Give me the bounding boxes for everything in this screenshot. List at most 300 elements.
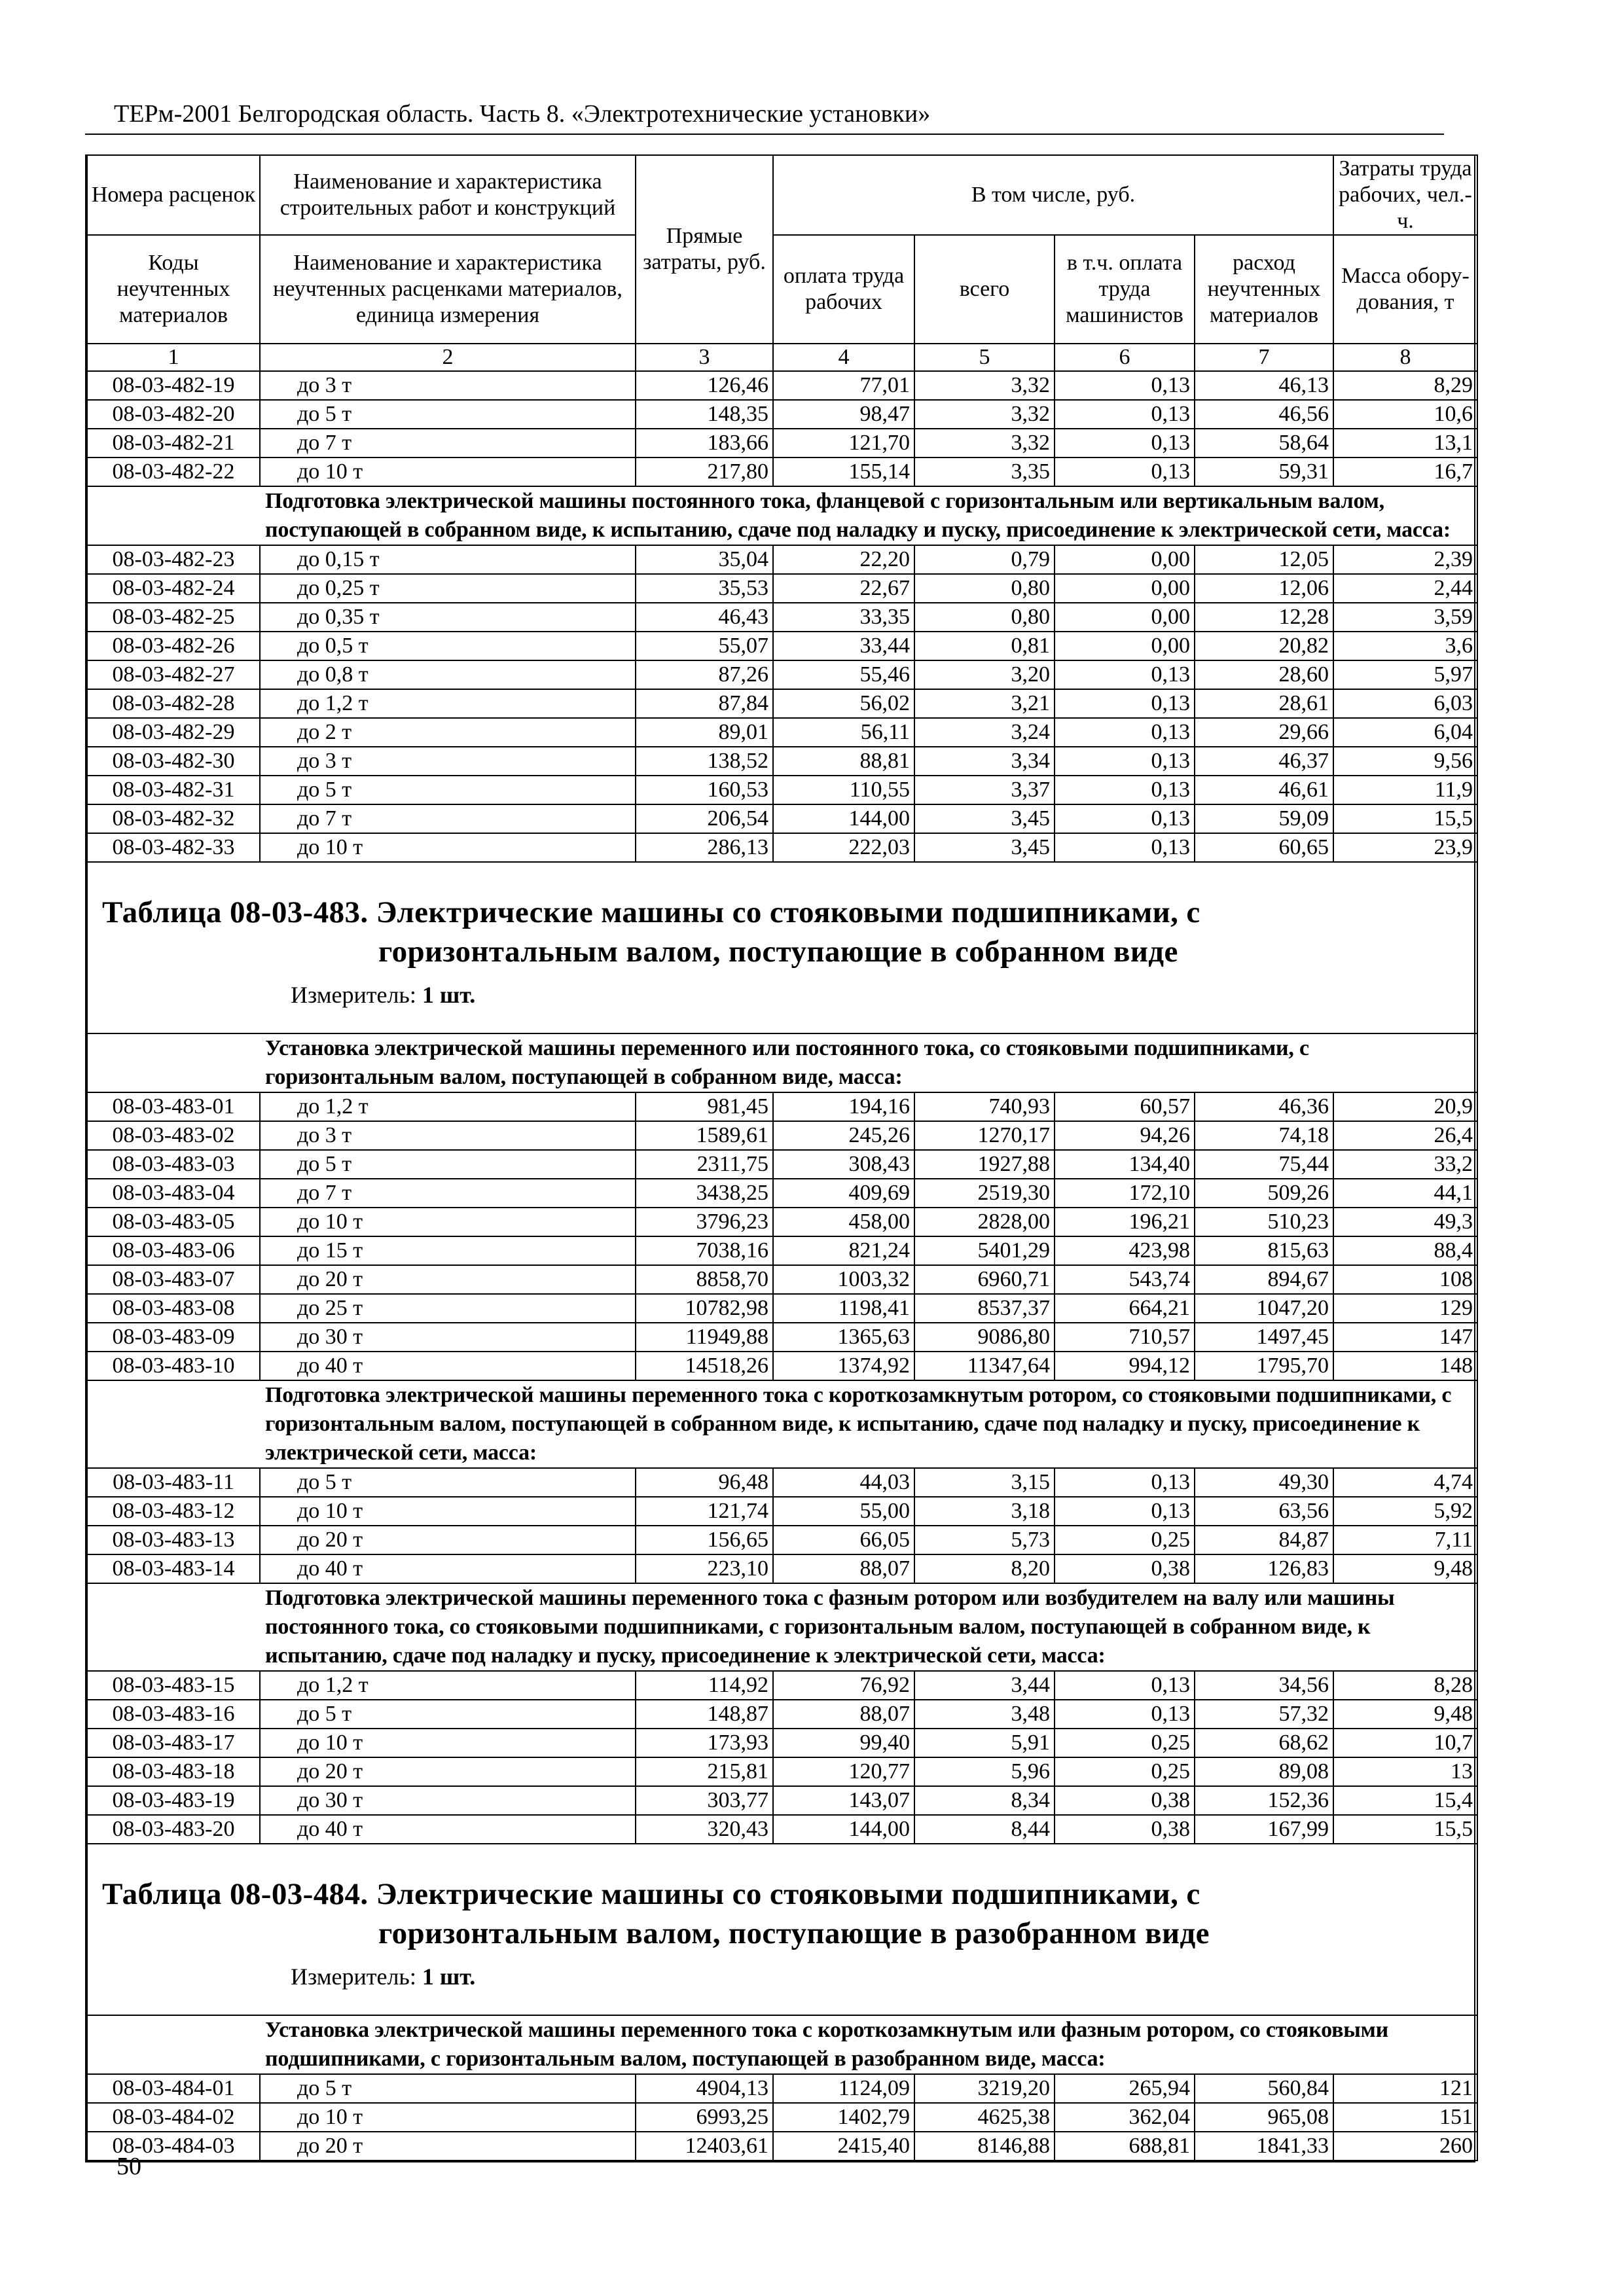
- direct-costs: 183,66: [636, 429, 773, 457]
- machine-cost: 8,20: [914, 1554, 1055, 1583]
- rate-code: 08-03-483-08: [87, 1294, 260, 1323]
- labor-hours: 7,11: [1333, 1526, 1477, 1554]
- worker-wages: 144,00: [773, 1815, 914, 1844]
- materials-cost: 34,56: [1195, 1671, 1333, 1700]
- materials-cost: 12,05: [1195, 545, 1333, 574]
- materials-cost: 167,99: [1195, 1815, 1333, 1844]
- table-row: [87, 2103, 1477, 2132]
- direct-costs: 114,92: [636, 1671, 773, 1700]
- labor-hours: 5,92: [1333, 1497, 1477, 1526]
- machine-cost: 0,80: [914, 574, 1055, 603]
- rate-code: 08-03-483-02: [87, 1121, 260, 1150]
- labor-hours: 5,97: [1333, 660, 1477, 689]
- labor-hours: 20,9: [1333, 1092, 1477, 1121]
- mass-range: до 10 т: [260, 2103, 636, 2132]
- labor-hours: 108: [1333, 1265, 1477, 1294]
- machine-cost: 3,32: [914, 400, 1055, 429]
- labor-hours: 26,4: [1333, 1121, 1477, 1150]
- table-row: [87, 1121, 1477, 1150]
- machine-cost: 9086,80: [914, 1323, 1055, 1352]
- mass-range: до 3 т: [260, 1121, 636, 1150]
- worker-wages: 22,20: [773, 545, 914, 574]
- mass-range: до 5 т: [260, 1700, 636, 1729]
- machinist-wages: 688,81: [1055, 2132, 1195, 2161]
- worker-wages: 98,47: [773, 400, 914, 429]
- machinist-wages: 94,26: [1055, 1121, 1195, 1150]
- direct-costs: 14518,26: [636, 1352, 773, 1380]
- rows-483-a: [87, 1092, 1477, 1380]
- labor-hours: 10,6: [1333, 400, 1477, 429]
- materials-cost: 63,56: [1195, 1497, 1333, 1526]
- mass-range: до 40 т: [260, 1815, 636, 1844]
- machine-cost: 3,24: [914, 718, 1055, 747]
- labor-hours: 9,48: [1333, 1700, 1477, 1729]
- mass-range: до 0,25 т: [260, 574, 636, 603]
- column-number: 4: [773, 344, 914, 371]
- materials-cost: 89,08: [1195, 1757, 1333, 1786]
- mass-range: до 0,5 т: [260, 632, 636, 660]
- direct-costs: 320,43: [636, 1815, 773, 1844]
- rate-code: 08-03-482-24: [87, 574, 260, 603]
- mass-range: до 5 т: [260, 1468, 636, 1497]
- table-row: [87, 776, 1477, 804]
- machine-cost: 3,45: [914, 833, 1055, 862]
- machinist-wages: 0,13: [1055, 1671, 1195, 1700]
- materials-cost: 46,56: [1195, 400, 1333, 429]
- machinist-wages: 0,13: [1055, 1468, 1195, 1497]
- worker-wages: 56,02: [773, 689, 914, 718]
- rates-table: [86, 154, 1478, 2161]
- table-row: [87, 1150, 1477, 1179]
- mass-range: до 20 т: [260, 1757, 636, 1786]
- direct-costs: 148,87: [636, 1700, 773, 1729]
- labor-hours: 260: [1333, 2132, 1477, 2161]
- materials-cost: 74,18: [1195, 1121, 1333, 1150]
- table-row: [87, 1497, 1477, 1526]
- machine-cost: 3,20: [914, 660, 1055, 689]
- worker-wages: 76,92: [773, 1671, 914, 1700]
- page-header: ТЕРм-2001 Белгородская область. Часть 8. «Электротехнические установки»: [114, 100, 931, 128]
- worker-wages: 120,77: [773, 1757, 914, 1786]
- rate-code: 08-03-482-29: [87, 718, 260, 747]
- direct-costs: 96,48: [636, 1468, 773, 1497]
- labor-hours: 3,6: [1333, 632, 1477, 660]
- table-title-continued: горизонтальным валом, поступающие в разобранном виде: [378, 1916, 1210, 1950]
- materials-cost: 59,09: [1195, 804, 1333, 833]
- direct-costs: 286,13: [636, 833, 773, 862]
- machine-cost: 1927,88: [914, 1150, 1055, 1179]
- machinist-wages: 0,13: [1055, 689, 1195, 718]
- labor-hours: 129: [1333, 1294, 1477, 1323]
- direct-costs: 160,53: [636, 776, 773, 804]
- direct-costs: 148,35: [636, 400, 773, 429]
- table-row: [87, 1554, 1477, 1583]
- machine-cost: 8146,88: [914, 2132, 1055, 2161]
- table-484-title: [87, 1844, 1477, 2074]
- mass-range: до 5 т: [260, 2074, 636, 2103]
- table-row: [87, 1265, 1477, 1294]
- machinist-wages: 0,25: [1055, 1729, 1195, 1757]
- table-row: [87, 1323, 1477, 1352]
- labor-hours: 15,5: [1333, 804, 1477, 833]
- machinist-wages: 0,00: [1055, 545, 1195, 574]
- worker-wages: 1402,79: [773, 2103, 914, 2132]
- machine-cost: 3,35: [914, 457, 1055, 486]
- labor-hours: 88,4: [1333, 1236, 1477, 1265]
- machinist-wages: 0,25: [1055, 1757, 1195, 1786]
- table-row: [87, 804, 1477, 833]
- labor-hours: 44,1: [1333, 1179, 1477, 1208]
- rate-code: 08-03-482-32: [87, 804, 260, 833]
- machine-cost: 5,96: [914, 1757, 1055, 1786]
- column-number: 6: [1055, 344, 1195, 371]
- rate-code: 08-03-483-03: [87, 1150, 260, 1179]
- worker-wages: 308,43: [773, 1150, 914, 1179]
- labor-hours: 4,74: [1333, 1468, 1477, 1497]
- machine-cost: 5,91: [914, 1729, 1055, 1757]
- direct-costs: 156,65: [636, 1526, 773, 1554]
- rate-code: 08-03-483-01: [87, 1092, 260, 1121]
- materials-cost: 1841,33: [1195, 2132, 1333, 2161]
- rate-code: 08-03-483-09: [87, 1323, 260, 1352]
- direct-costs: 206,54: [636, 804, 773, 833]
- machine-cost: 8,34: [914, 1786, 1055, 1815]
- machine-cost: 3,15: [914, 1468, 1055, 1497]
- labor-hours: 23,9: [1333, 833, 1477, 862]
- rate-code: 08-03-483-12: [87, 1497, 260, 1526]
- rate-code: 08-03-483-05: [87, 1208, 260, 1236]
- section-heading: Подготовка электрической машины постоянного тока, фланцевой с горизонтальным или вертикальным валом, поступающей в собранном виде, к испытанию, сдаче под наладку и пуску, присоединение к электрической сети, масса:: [260, 486, 1477, 545]
- materials-cost: 46,36: [1195, 1092, 1333, 1121]
- materials-cost: 75,44: [1195, 1150, 1333, 1179]
- machinist-wages: 0,00: [1055, 574, 1195, 603]
- worker-wages: 56,11: [773, 718, 914, 747]
- worker-wages: 33,35: [773, 603, 914, 632]
- materials-cost: 68,62: [1195, 1729, 1333, 1757]
- head-labor: Затраты труда рабочих, чел.-ч.: [1333, 155, 1477, 235]
- worker-wages: 245,26: [773, 1121, 914, 1150]
- measure-label: Измеритель:: [291, 982, 416, 1008]
- worker-wages: 55,46: [773, 660, 914, 689]
- worker-wages: 194,16: [773, 1092, 914, 1121]
- rate-code: 08-03-483-13: [87, 1526, 260, 1554]
- rate-code: 08-03-482-26: [87, 632, 260, 660]
- machine-cost: 3,18: [914, 1497, 1055, 1526]
- materials-cost: 12,06: [1195, 574, 1333, 603]
- table-row: [87, 545, 1477, 574]
- machine-cost: 2828,00: [914, 1208, 1055, 1236]
- machinist-wages: 196,21: [1055, 1208, 1195, 1236]
- machinist-wages: 134,40: [1055, 1150, 1195, 1179]
- worker-wages: 1365,63: [773, 1323, 914, 1352]
- materials-cost: 1795,70: [1195, 1352, 1333, 1380]
- rows-484-a: [87, 2074, 1477, 2161]
- materials-cost: 46,37: [1195, 747, 1333, 776]
- machine-cost: 3,34: [914, 747, 1055, 776]
- machinist-wages: 60,57: [1055, 1092, 1195, 1121]
- rows-482-a: [87, 371, 1477, 486]
- labor-hours: 6,03: [1333, 689, 1477, 718]
- table-row: [87, 2132, 1477, 2161]
- labor-hours: 49,3: [1333, 1208, 1477, 1236]
- rate-code: 08-03-482-31: [87, 776, 260, 804]
- rate-code: 08-03-483-14: [87, 1554, 260, 1583]
- measure-label: Измеритель:: [291, 1964, 416, 1990]
- worker-wages: 22,67: [773, 574, 914, 603]
- mass-range: до 0,15 т: [260, 545, 636, 574]
- table-row: [87, 1294, 1477, 1323]
- labor-hours: 147: [1333, 1323, 1477, 1352]
- rate-code: 08-03-484-01: [87, 2074, 260, 2103]
- machinist-wages: 0,13: [1055, 457, 1195, 486]
- measure-unit: [102, 1962, 1477, 1991]
- materials-cost: 49,30: [1195, 1468, 1333, 1497]
- machine-cost: 0,80: [914, 603, 1055, 632]
- mass-range: до 3 т: [260, 371, 636, 400]
- section-482-b: [87, 486, 1477, 545]
- machine-cost: 3219,20: [914, 2074, 1055, 2103]
- table-row: [87, 400, 1477, 429]
- worker-wages: 33,44: [773, 632, 914, 660]
- direct-costs: 2311,75: [636, 1150, 773, 1179]
- table-row: [87, 1786, 1477, 1815]
- labor-hours: 9,48: [1333, 1554, 1477, 1583]
- page-number: 50: [117, 2153, 141, 2180]
- direct-costs: 126,46: [636, 371, 773, 400]
- column-number: 5: [914, 344, 1055, 371]
- table-row: [87, 660, 1477, 689]
- section-heading: Установка электрической машины переменного или постоянного тока, со стояковыми подшипниками, с горизонтальным валом, поступающей в собранном виде, масса:: [260, 1033, 1477, 1092]
- direct-costs: 11949,88: [636, 1323, 773, 1352]
- column-number: 1: [87, 344, 260, 371]
- machinist-wages: 994,12: [1055, 1352, 1195, 1380]
- direct-costs: 7038,16: [636, 1236, 773, 1265]
- materials-cost: 57,32: [1195, 1700, 1333, 1729]
- labor-hours: 8,29: [1333, 371, 1477, 400]
- materials-cost: 60,65: [1195, 833, 1333, 862]
- table-row: [87, 1468, 1477, 1497]
- mass-range: до 15 т: [260, 1236, 636, 1265]
- direct-costs: 4904,13: [636, 2074, 773, 2103]
- table-row: [87, 1526, 1477, 1554]
- machine-cost: 6960,71: [914, 1265, 1055, 1294]
- table-row: [87, 1092, 1477, 1121]
- worker-wages: 88,81: [773, 747, 914, 776]
- machinist-wages: 0,13: [1055, 1497, 1195, 1526]
- rate-code: 08-03-483-04: [87, 1179, 260, 1208]
- direct-costs: 1589,61: [636, 1121, 773, 1150]
- rate-code: 08-03-482-19: [87, 371, 260, 400]
- labor-hours: 16,7: [1333, 457, 1477, 486]
- mass-range: до 20 т: [260, 2132, 636, 2161]
- labor-hours: 33,2: [1333, 1150, 1477, 1179]
- materials-cost: 46,13: [1195, 371, 1333, 400]
- worker-wages: 88,07: [773, 1700, 914, 1729]
- labor-hours: 3,59: [1333, 603, 1477, 632]
- rate-code: 08-03-482-21: [87, 429, 260, 457]
- rate-code: 08-03-482-20: [87, 400, 260, 429]
- mass-range: до 10 т: [260, 833, 636, 862]
- measure-value: 1 шт.: [422, 982, 476, 1008]
- mass-range: до 40 т: [260, 1554, 636, 1583]
- table-row: [87, 603, 1477, 632]
- materials-cost: 84,87: [1195, 1526, 1333, 1554]
- rows-483-c: [87, 1671, 1477, 1844]
- labor-hours: 13,1: [1333, 429, 1477, 457]
- worker-wages: 55,00: [773, 1497, 914, 1526]
- rows-482-b: [87, 545, 1477, 862]
- materials-cost: 126,83: [1195, 1554, 1333, 1583]
- table-row: [87, 1208, 1477, 1236]
- machinist-wages: 0,13: [1055, 776, 1195, 804]
- mass-range: до 7 т: [260, 804, 636, 833]
- machine-cost: 8537,37: [914, 1294, 1055, 1323]
- table-row: [87, 2074, 1477, 2103]
- labor-hours: 10,7: [1333, 1729, 1477, 1757]
- rate-code: 08-03-482-25: [87, 603, 260, 632]
- rate-code: 08-03-483-10: [87, 1352, 260, 1380]
- table-row: [87, 718, 1477, 747]
- head-work-name: Наименование и характеристика строительных работ и конструкций: [260, 155, 636, 235]
- machinist-wages: 0,13: [1055, 804, 1195, 833]
- direct-costs: 173,93: [636, 1729, 773, 1757]
- rate-code: 08-03-483-15: [87, 1671, 260, 1700]
- table-row: [87, 1700, 1477, 1729]
- worker-wages: 143,07: [773, 1786, 914, 1815]
- machinist-wages: 362,04: [1055, 2103, 1195, 2132]
- machinist-wages: 0,13: [1055, 1700, 1195, 1729]
- direct-costs: 217,80: [636, 457, 773, 486]
- machine-cost: 3,44: [914, 1671, 1055, 1700]
- header-rule: [85, 134, 1444, 135]
- materials-cost: 58,64: [1195, 429, 1333, 457]
- rate-code: 08-03-482-22: [87, 457, 260, 486]
- materials-cost: 28,61: [1195, 689, 1333, 718]
- table-row: [87, 747, 1477, 776]
- worker-wages: 2415,40: [773, 2132, 914, 2161]
- column-number: 8: [1333, 344, 1477, 371]
- materials-cost: 20,82: [1195, 632, 1333, 660]
- mass-range: до 1,2 т: [260, 689, 636, 718]
- machinist-wages: 664,21: [1055, 1294, 1195, 1323]
- machinist-wages: 0,38: [1055, 1815, 1195, 1844]
- labor-hours: 148: [1333, 1352, 1477, 1380]
- measure-value: 1 шт.: [422, 1964, 476, 1990]
- labor-hours: 15,4: [1333, 1786, 1477, 1815]
- table-row: [87, 1815, 1477, 1844]
- rate-code: 08-03-484-02: [87, 2103, 260, 2132]
- machinist-wages: 0,25: [1055, 1526, 1195, 1554]
- labor-hours: 15,5: [1333, 1815, 1477, 1844]
- machine-cost: 3,45: [914, 804, 1055, 833]
- section-heading: Подготовка электрической машины переменного тока с короткозамкнутым ротором, со стояковыми подшипниками, с горизонтальным валом, поступающей в собранном виде, к испытанию, сдаче под наладку и пуску, присоединение к электрической сети, масса:: [260, 1380, 1477, 1468]
- mass-range: до 1,2 т: [260, 1092, 636, 1121]
- head-material-codes: Коды неучтенных материалов: [87, 235, 260, 344]
- worker-wages: 1124,09: [773, 2074, 914, 2103]
- worker-wages: 1003,32: [773, 1265, 914, 1294]
- machinist-wages: 423,98: [1055, 1236, 1195, 1265]
- head-wages: оплата труда рабочих: [773, 235, 914, 344]
- mass-range: до 20 т: [260, 1265, 636, 1294]
- machinist-wages: 0,38: [1055, 1554, 1195, 1583]
- worker-wages: 1198,41: [773, 1294, 914, 1323]
- measure-unit: [102, 980, 1477, 1009]
- rate-code: 08-03-482-28: [87, 689, 260, 718]
- materials-cost: 509,26: [1195, 1179, 1333, 1208]
- rate-code: 08-03-483-06: [87, 1236, 260, 1265]
- labor-hours: 121: [1333, 2074, 1477, 2103]
- direct-costs: 8858,70: [636, 1265, 773, 1294]
- labor-hours: 9,56: [1333, 747, 1477, 776]
- machinist-wages: 265,94: [1055, 2074, 1195, 2103]
- direct-costs: 6993,25: [636, 2103, 773, 2132]
- head-including: В том числе, руб.: [773, 155, 1333, 235]
- table-row: [87, 1236, 1477, 1265]
- table-row: [87, 689, 1477, 718]
- direct-costs: 981,45: [636, 1092, 773, 1121]
- machinist-wages: 0,13: [1055, 400, 1195, 429]
- materials-cost: 29,66: [1195, 718, 1333, 747]
- direct-costs: 303,77: [636, 1786, 773, 1815]
- machinist-wages: 0,13: [1055, 718, 1195, 747]
- direct-costs: 3438,25: [636, 1179, 773, 1208]
- head-rate-numbers: Номера расценок: [87, 155, 260, 235]
- mass-range: до 30 т: [260, 1323, 636, 1352]
- table-head: [87, 155, 1477, 371]
- machinist-wages: 710,57: [1055, 1323, 1195, 1352]
- rate-code: 08-03-483-16: [87, 1700, 260, 1729]
- mass-range: до 40 т: [260, 1352, 636, 1380]
- machinist-wages: 0,13: [1055, 660, 1195, 689]
- section-heading: Установка электрической машины переменного тока с короткозамкнутым или фазным ротором, со стояковыми подшипниками, с горизонтальным валом, поступающей в разобранном виде, масса:: [260, 2015, 1477, 2074]
- mass-range: до 10 т: [260, 1729, 636, 1757]
- materials-cost: 510,23: [1195, 1208, 1333, 1236]
- materials-cost: 12,28: [1195, 603, 1333, 632]
- machine-cost: 5,73: [914, 1526, 1055, 1554]
- mass-range: до 7 т: [260, 429, 636, 457]
- mass-range: до 10 т: [260, 1208, 636, 1236]
- labor-hours: 11,9: [1333, 776, 1477, 804]
- labor-hours: 8,28: [1333, 1671, 1477, 1700]
- section-heading: Подготовка электрической машины переменного тока с фазным ротором или возбудителем на валу или машины постоянного тока, со стояковыми подшипниками, с горизонтальным валом, поступающей в собранном виде, к испытанию, сдаче под наладку и пуску, присоединение к электрической сети, масса:: [260, 1583, 1477, 1671]
- labor-hours: 151: [1333, 2103, 1477, 2132]
- direct-costs: 215,81: [636, 1757, 773, 1786]
- mass-range: до 2 т: [260, 718, 636, 747]
- materials-cost: 560,84: [1195, 2074, 1333, 2103]
- machinist-wages: 0,00: [1055, 603, 1195, 632]
- rate-code: 08-03-483-11: [87, 1468, 260, 1497]
- machinist-wages: 172,10: [1055, 1179, 1195, 1208]
- machine-cost: 4625,38: [914, 2103, 1055, 2132]
- rate-code: 08-03-483-19: [87, 1786, 260, 1815]
- machine-cost: 0,81: [914, 632, 1055, 660]
- direct-costs: 55,07: [636, 632, 773, 660]
- machine-cost: 740,93: [914, 1092, 1055, 1121]
- machinist-wages: 0,38: [1055, 1786, 1195, 1815]
- direct-costs: 46,43: [636, 603, 773, 632]
- machine-cost: 3,32: [914, 371, 1055, 400]
- labor-hours: 6,04: [1333, 718, 1477, 747]
- worker-wages: 44,03: [773, 1468, 914, 1497]
- mass-range: до 10 т: [260, 457, 636, 486]
- machinist-wages: 0,13: [1055, 833, 1195, 862]
- worker-wages: 88,07: [773, 1554, 914, 1583]
- worker-wages: 66,05: [773, 1526, 914, 1554]
- machinist-wages: 0,13: [1055, 429, 1195, 457]
- rate-code: 08-03-483-18: [87, 1757, 260, 1786]
- direct-costs: 3796,23: [636, 1208, 773, 1236]
- rows-483-b: [87, 1468, 1477, 1583]
